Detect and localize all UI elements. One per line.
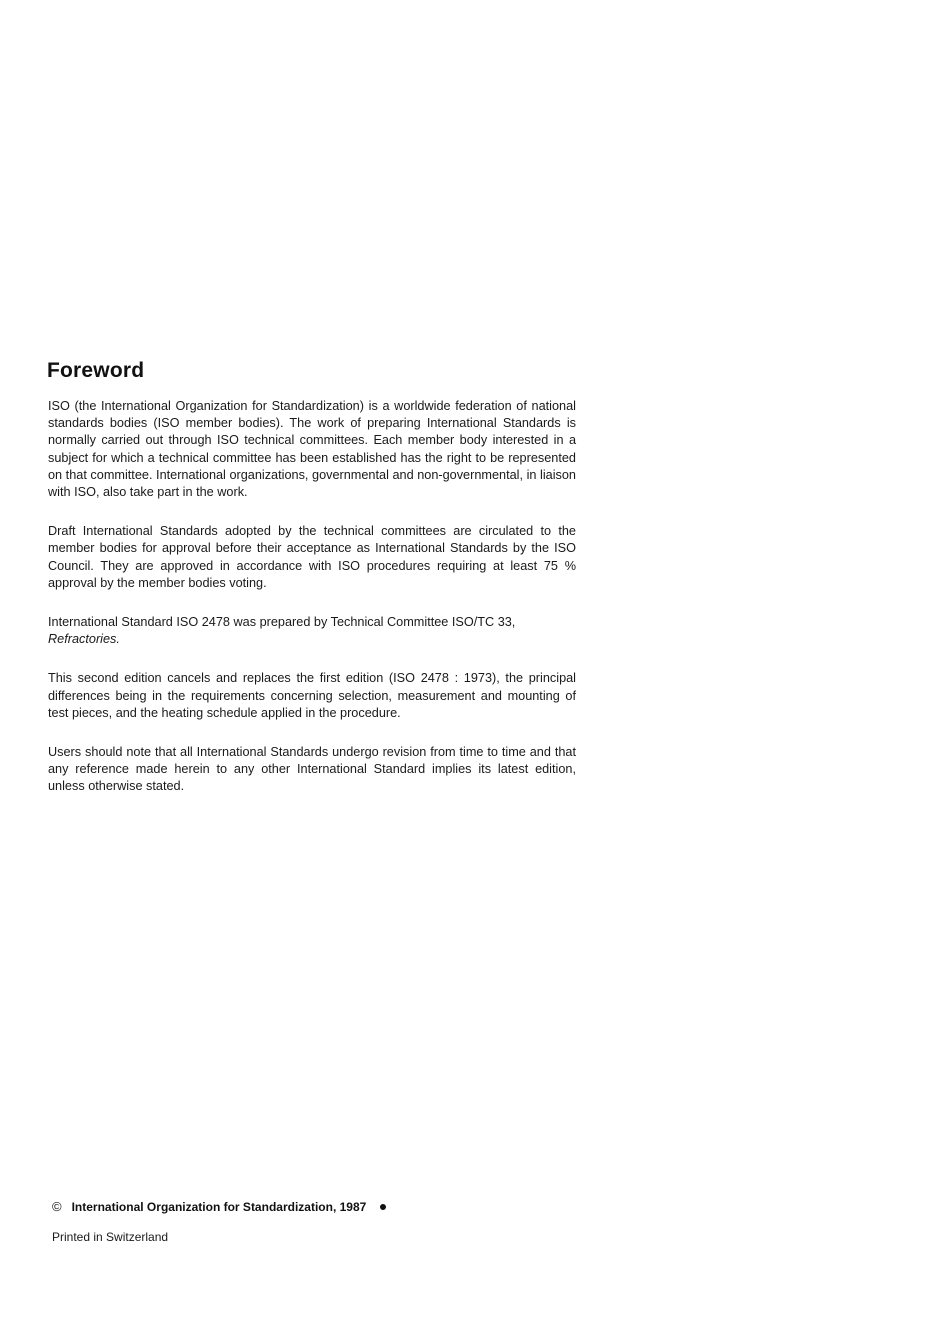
- paragraph-users-note: Users should note that all International Standards undergo revision from time to time and that any reference made herein to any other International Standard implies its latest edition, unless otherwise stated.: [48, 745, 576, 794]
- bullet-icon: [380, 1204, 386, 1210]
- paragraph-draft-standards: Draft International Standards adopted by the technical committees are circulated to the member bodies for approval before their acceptance as International Standards by the ISO Council. They are approved in accordance with ISO procedures requiring at least 75 % approval by the member bodies voting.: [48, 524, 576, 590]
- paragraph-prepared-by: [48, 614, 576, 648]
- committee-title: Refractories.: [48, 632, 120, 647]
- printed-note: Printed in Switzerland: [52, 1230, 169, 1244]
- copyright-line: [52, 1199, 386, 1214]
- paragraph-iso-federation: ISO (the International Organization for Standardization) is a worldwide federation of national standards bodies (ISO member bodies). The work of preparing International Standards is normally carried out through ISO technical committees. Each member body interested in a subject for which a technical committee has been established has the right to be represented on that committee. International organizations, governmental and non-governmental, in liaison with ISO, also take part in the work.: [48, 399, 576, 500]
- prepared-by-text: International Standard ISO 2478 was prepared by Technical Committee ISO/TC 33,: [48, 615, 516, 630]
- foreword-body: [48, 398, 576, 818]
- page-title: Foreword: [47, 359, 145, 382]
- copyright-icon: ©: [52, 1199, 62, 1214]
- paragraph-second-edition: This second edition cancels and replaces the first edition (ISO 2478 : 1973), the principal differences being in the requirements concerning selection, measurement and mounting of test pieces, and the heating schedule applied in the procedure.: [48, 671, 576, 720]
- copyright-text: International Organization for Standardization, 1987: [71, 1200, 367, 1214]
